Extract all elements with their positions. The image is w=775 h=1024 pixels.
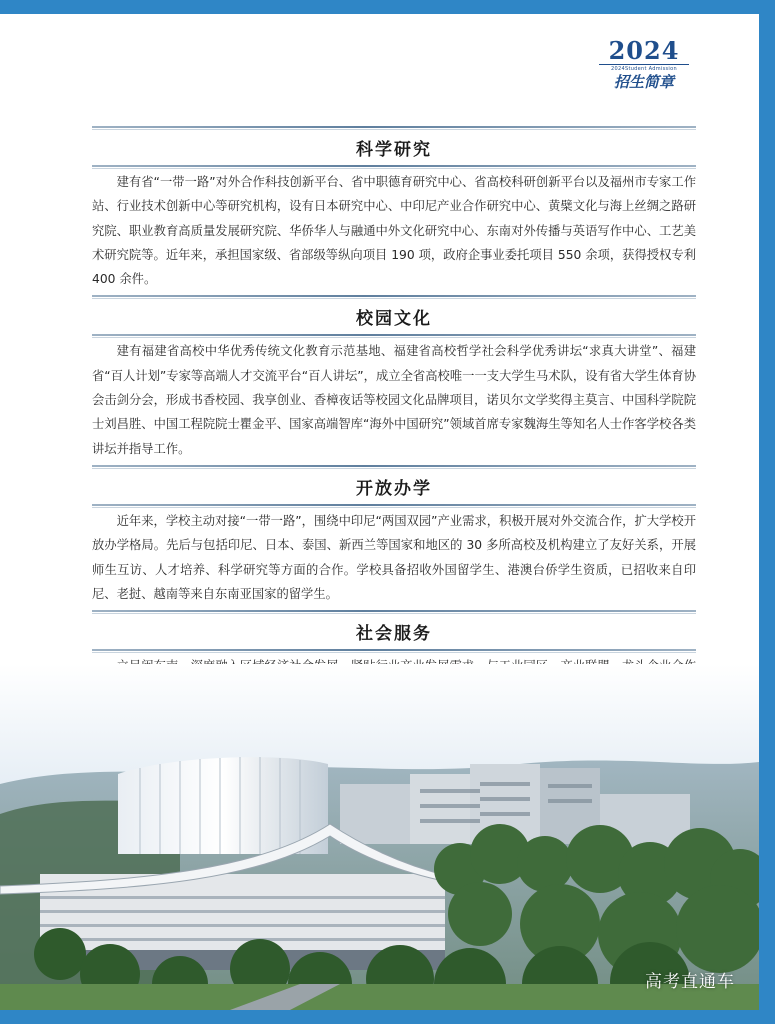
- admission-logo: [599, 38, 689, 91]
- section-divider: [92, 295, 696, 297]
- section-research: [92, 126, 696, 291]
- section-paragraph: 建有福建省高校中华优秀传统文化教育示范基地、福建省高校哲学社会科学优秀讲坛“求真大讲堂”、福建省“百人计划”专家等高端人才交流平台“百人讲坛”，成立全省高校唯一一支大学生马术队，设有省大学生体育协会击剑分会，形成书香校园、我享创业、香樟夜话等校园文化品牌项目，诺贝尔文学奖得主莫言、中国科学院院士刘昌胜、中国工程院院士瞿金平、国家高端智库“海外中国研究”领域首席专家魏海生等知名人士作客学校各类讲坛并指导工作。: [92, 344, 696, 456]
- section-title: 校园文化: [356, 309, 432, 330]
- section-paragraph: 建有省“一带一路”对外合作科技创新平台、省中职德育研究中心、省高校科研创新平台以及福州市专家工作站、行业技术创新中心等研究机构，设有日本研究中心、中印尼产业合作研究中心、黄檗文化与海上丝绸之路研究院、职业教育高质量发展研究院、华侨华人与融通中外文化研究中心、东南对外传播与英语写作中心、工艺美术研究院等。近年来，承担国家级、省部级等纵向项目 190 项，政府企事业委托项目 550 余项，获得授权专利 400 余件。: [92, 175, 696, 287]
- section-divider: [92, 504, 696, 506]
- logo-title: 招生简章: [613, 73, 674, 91]
- section-culture: [92, 295, 696, 460]
- logo-subtitle: 2024Student Admission: [599, 64, 689, 73]
- section-title: 社会服务: [356, 624, 432, 645]
- content-body: [92, 126, 696, 738]
- brochure-page: [0, 14, 759, 1010]
- section-divider: [92, 465, 696, 467]
- section-paragraph: 近年来，学校主动对接“一带一路”，围绕中印尼“两国双园”产业需求，积极开展对外交流合作，扩大学校开放办学格局。先后与包括印尼、日本、泰国、新西兰等国家和地区的 30 多所高校及机构建立了友好关系，开展师生互访、人才培养、科学研究等方面的合作。学校具备招收外国留学生、港澳台侨学生资质，已招收来自印尼、老挝、越南等来自东南亚国家的留学生。: [92, 513, 696, 601]
- section-divider: [92, 649, 696, 651]
- logo-year: 2024: [608, 36, 680, 65]
- section-divider: [92, 610, 696, 612]
- campus-illustration: [0, 664, 759, 1010]
- section-title: 开放办学: [356, 478, 432, 499]
- section-title: 科学研究: [356, 140, 432, 160]
- section-divider: [92, 165, 696, 167]
- section-divider: [92, 126, 696, 128]
- section-divider: [92, 334, 696, 336]
- section-open-education: [92, 465, 696, 606]
- watermark-text: 高考直通车: [645, 972, 735, 992]
